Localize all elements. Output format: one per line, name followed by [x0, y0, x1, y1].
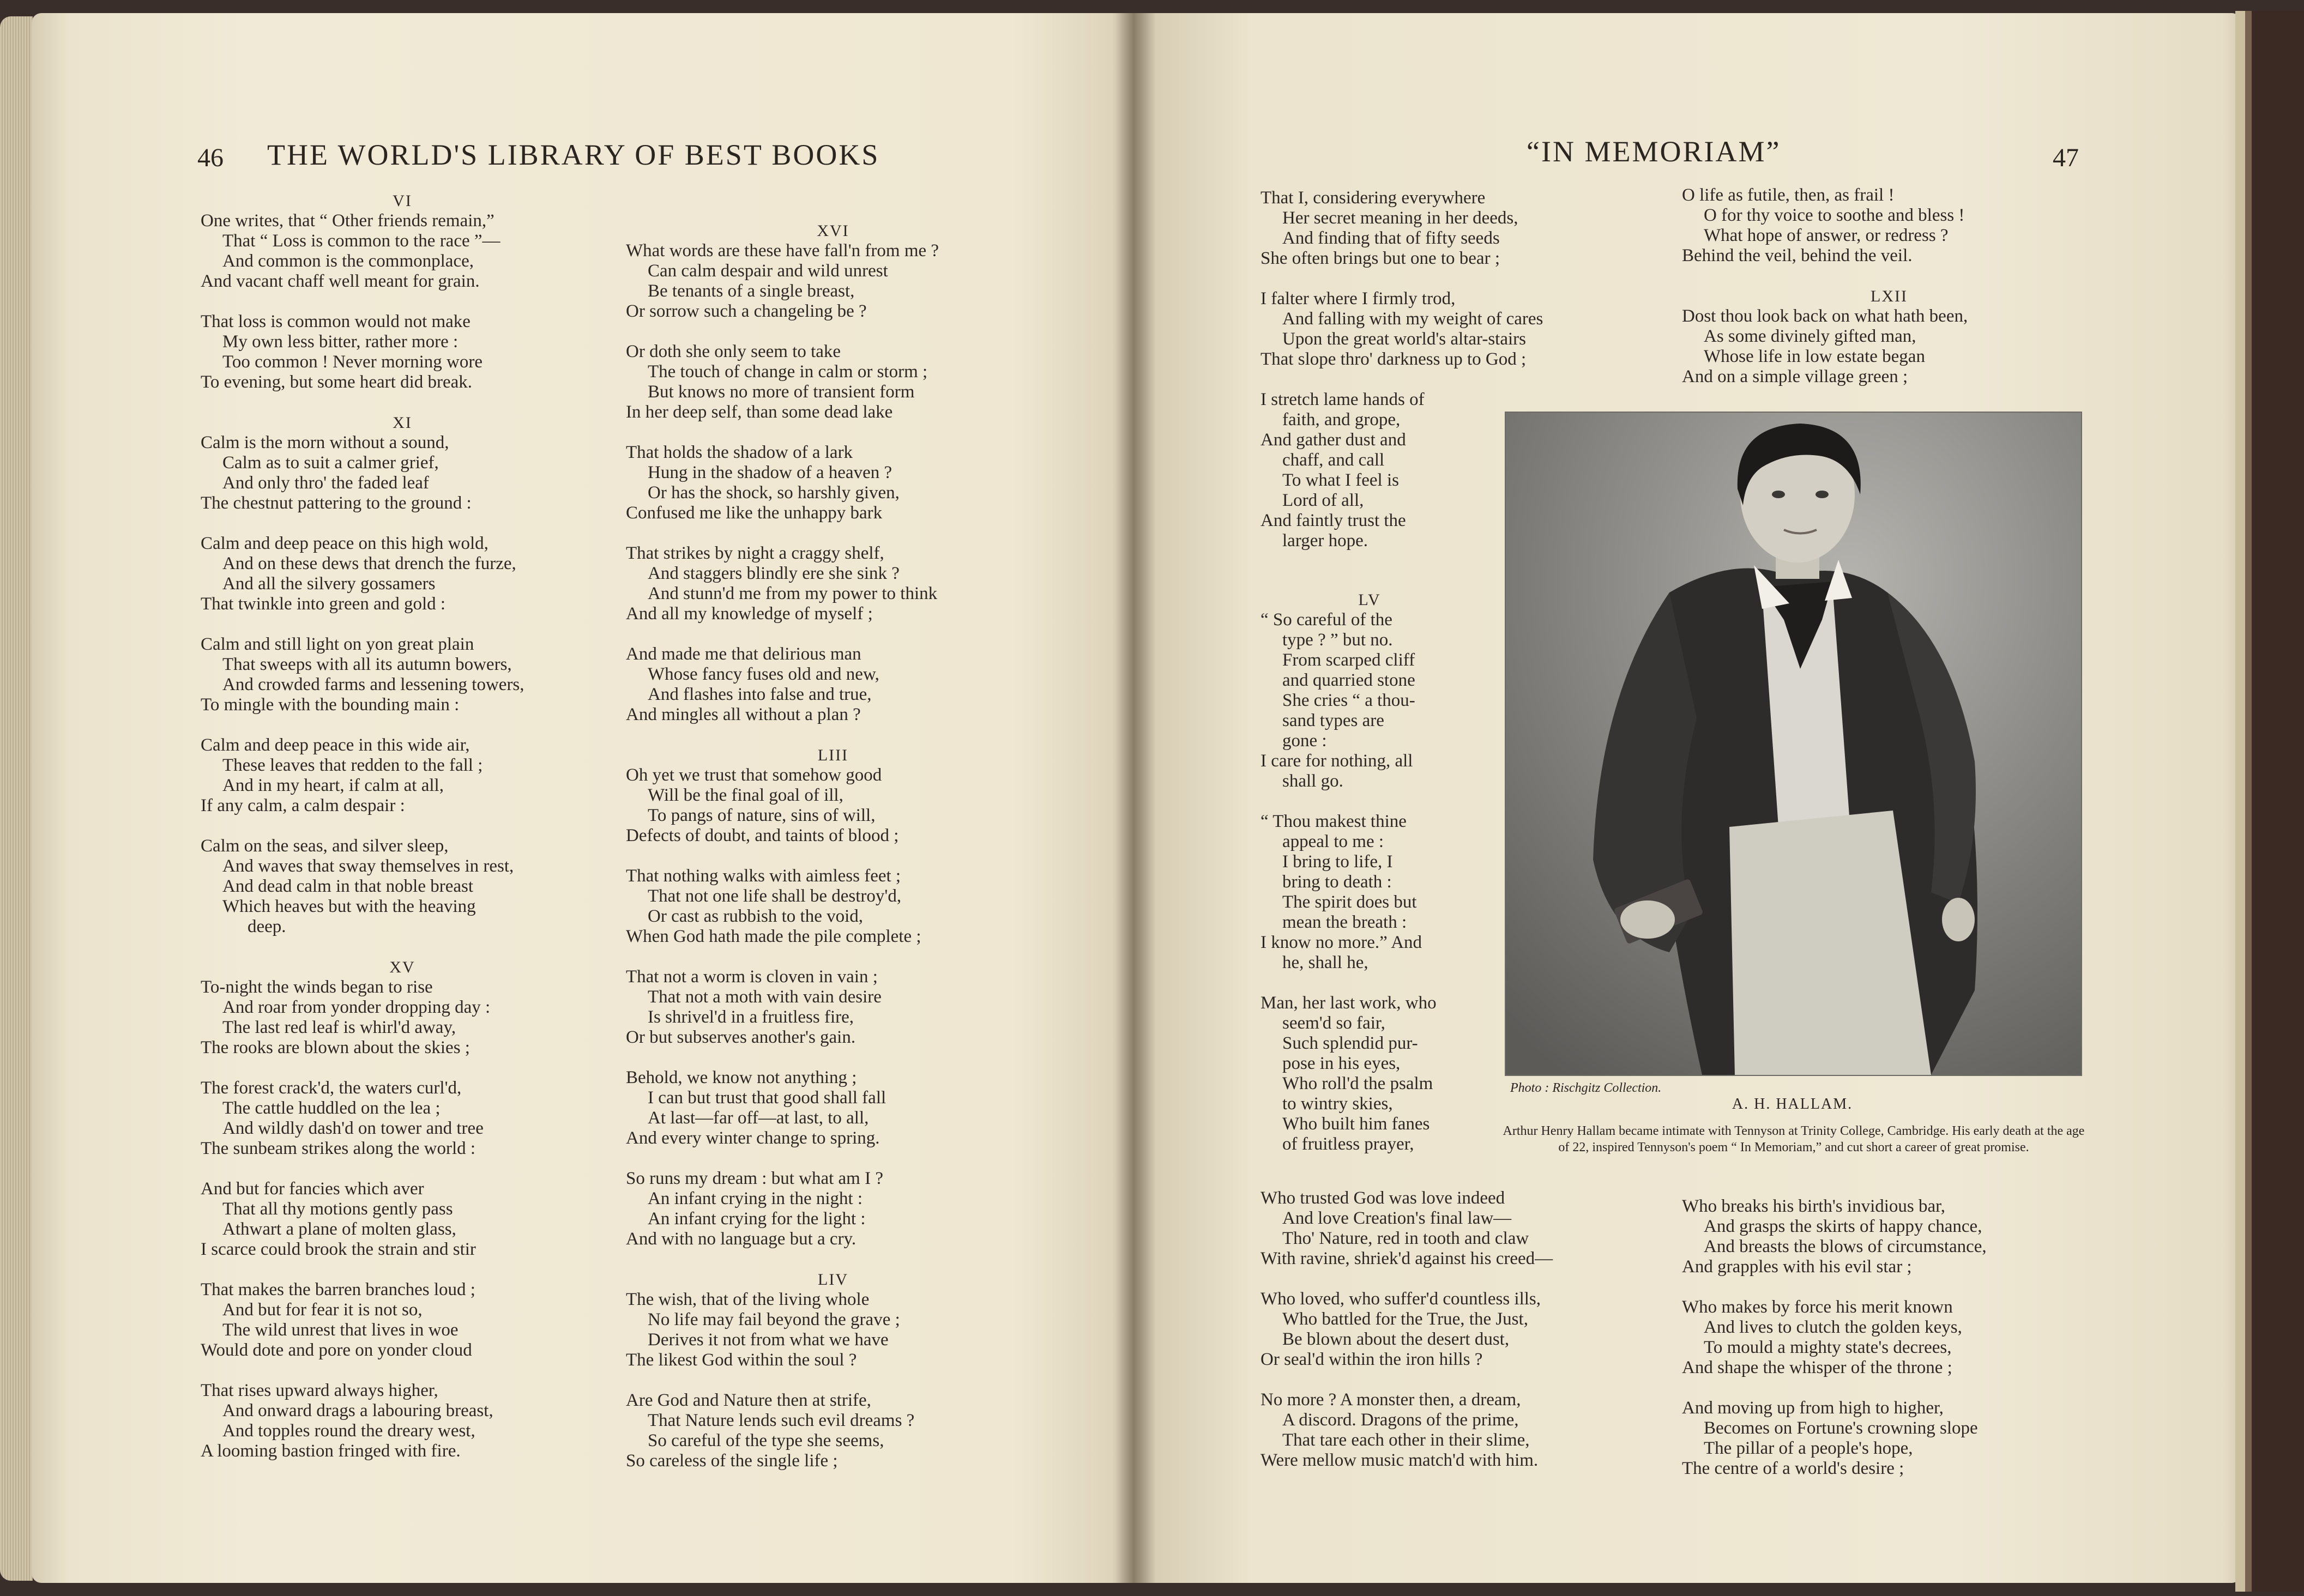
verse-line: Were mellow music match'd with him. [1260, 1450, 1539, 1470]
verse-line: That makes the barren branches loud ; [201, 1280, 475, 1299]
stanza [201, 1381, 604, 1461]
section-heading: LXII [1871, 287, 1908, 305]
verse-line: If any calm, a calm despair : [201, 796, 405, 815]
stanza [201, 312, 604, 392]
verse-line: And grapples with his evil star ; [1682, 1257, 1912, 1277]
stanza [201, 634, 604, 715]
verse-line: And common is the commonplace, [222, 251, 474, 271]
verse-line: Becomes on Fortune's crowning slope [1704, 1418, 1978, 1438]
verse-line: When God hath made the pile complete ; [626, 927, 921, 946]
verse-line: That “ Loss is common to the race ”— [222, 231, 500, 251]
stanza [201, 1179, 604, 1260]
verse-line: Lord of all, [1282, 491, 1364, 510]
verse-line: What words are these have fall'n from me ? [626, 241, 939, 261]
verse-line: And falling with my weight of cares [1282, 309, 1543, 329]
verse-line: That strikes by night a craggy shelf, [626, 543, 884, 563]
verse-line: Whose fancy fuses old and new, [648, 664, 879, 684]
verse-line: Behold, we know not anything ; [626, 1068, 857, 1087]
stanza [201, 957, 604, 1058]
verse-line: An infant crying in the night : [648, 1189, 863, 1208]
verse-line: Who trusted God was love indeed [1260, 1188, 1505, 1208]
verse-line: Who loved, who suffer'd countless ills, [1260, 1289, 1541, 1309]
right-page-number: 47 [2053, 143, 2079, 172]
right-column-2-top [1682, 185, 2096, 407]
book-edge-left [0, 16, 33, 1581]
verse-line: Who battled for the True, the Just, [1282, 1309, 1528, 1329]
stanza [201, 735, 604, 816]
verse-line: Behind the veil, behind the veil. [1682, 246, 1913, 265]
verse-line: O for thy voice to soothe and bless ! [1704, 205, 1965, 225]
verse-line: A discord. Dragons of the prime, [1282, 1410, 1519, 1430]
section-heading: LV [1358, 591, 1381, 609]
verse-line: To mould a mighty state's decrees, [1704, 1338, 1952, 1357]
verse-line: No more ? A monster then, a dream, [1260, 1390, 1521, 1410]
stanza [1260, 1390, 1675, 1471]
verse-line: And lives to clutch the golden keys, [1704, 1317, 1962, 1337]
verse-line: That sweeps with all its autumn bowers, [222, 655, 512, 674]
verse-line: sand types are [1282, 711, 1384, 730]
verse-line: She cries “ a thou- [1282, 691, 1415, 710]
stanza [626, 866, 1040, 947]
stanza [1682, 1398, 2096, 1479]
verse-line: So runs my dream : but what am I ? [626, 1169, 883, 1188]
verse-line: larger hope. [1282, 531, 1368, 551]
verse-line: To-night the winds began to rise [201, 977, 433, 997]
verse-line: And dead calm in that noble breast [222, 876, 474, 896]
stanza [1260, 188, 1642, 269]
stanza [1682, 185, 2096, 266]
section-heading: LIV [818, 1271, 848, 1289]
verse-line: of fruitless prayer, [1282, 1134, 1414, 1154]
verse-line: O life as futile, then, as frail ! [1682, 185, 1895, 205]
right-column-2-bottom [1682, 1196, 2096, 1499]
verse-line: From scarped cliff [1282, 650, 1415, 670]
verse-line: And stunn'd me from my power to think [648, 584, 938, 603]
verse-line: That loss is common would not make [201, 312, 471, 331]
verse-line: As some divinely gifted man, [1704, 327, 1916, 346]
verse-line: That I, considering everywhere [1260, 188, 1486, 208]
verse-line: I scarce could brook the strain and stir [201, 1240, 476, 1259]
verse-line: and quarried stone [1282, 670, 1415, 690]
verse-line: And faintly trust the [1260, 511, 1406, 530]
verse-line: To what I feel is [1282, 470, 1399, 490]
hallam-portrait [1505, 412, 2082, 1076]
verse-line: That slope thro' darkness up to God ; [1260, 349, 1527, 369]
verse-line: And crowded farms and lessening towers, [222, 675, 524, 694]
verse-line: Who makes by force his merit known [1682, 1297, 1953, 1317]
verse-line: An infant crying for the light : [648, 1209, 866, 1229]
verse-line: She often brings but one to bear ; [1260, 249, 1500, 268]
verse-line: That holds the shadow of a lark [626, 443, 853, 462]
stanza [201, 534, 604, 614]
verse-line: The forest crack'd, the waters curl'd, [201, 1078, 462, 1098]
verse-line: So careless of the single life ; [626, 1451, 838, 1471]
verse-line: Who breaks his birth's invidious bar, [1682, 1196, 1946, 1216]
stanza [1260, 1289, 1675, 1370]
verse-line: Calm as to suit a calmer grief, [222, 453, 439, 473]
verse-line: So careful of the type she seems, [648, 1431, 884, 1450]
verse-line: And mingles all without a plan ? [626, 705, 861, 724]
verse-line: That Nature lends such evil dreams ? [648, 1411, 915, 1430]
verse-line: But knows no more of transient form [648, 382, 915, 402]
verse-line: Upon the great world's altar-stairs [1282, 329, 1526, 349]
stanza [201, 1078, 604, 1159]
verse-line: I falter where I firmly trod, [1260, 289, 1456, 309]
verse-line: Or seal'd within the iron hills ? [1260, 1350, 1483, 1369]
verse-line: Hung in the shadow of a heaven ? [648, 463, 892, 482]
verse-line: And roar from yonder dropping day : [222, 998, 491, 1017]
verse-line: Calm is the morn without a sound, [201, 433, 449, 452]
verse-line: That all thy motions gently pass [222, 1199, 453, 1219]
figure-caption: Arthur Henry Hallam became intimate with Tennyson at Trinity College, Cambridge. His early death at the age of 22, inspired Tennyson's poem “ In Memoriam,” and cut short a career of great promise. [1503, 1124, 2085, 1154]
verse-line: Confused me like the unhappy bark [626, 503, 883, 523]
stanza [626, 221, 1040, 322]
stanza [1682, 1297, 2096, 1378]
verse-line: I bring to life, I [1282, 852, 1393, 872]
stanza [1260, 812, 1479, 973]
left-page-number: 46 [197, 143, 224, 172]
verse-line: Can calm despair and wild unrest [648, 261, 888, 281]
portrait-illustration [1506, 413, 2081, 1075]
stanza [1260, 993, 1479, 1154]
stanza [626, 1169, 1040, 1249]
verse-line: Oh yet we trust that somehow good [626, 765, 882, 785]
left-column-2 [626, 221, 1040, 1491]
verse-line: Or has the shock, so harshly given, [648, 483, 900, 503]
verse-line: Calm and still light on yon great plain [201, 634, 474, 654]
verse-line: The cattle huddled on the lea ; [222, 1098, 441, 1118]
stanza [201, 191, 604, 292]
verse-line: The rooks are blown about the skies ; [201, 1038, 470, 1057]
verse-line: The pillar of a people's hope, [1704, 1438, 1913, 1458]
verse-line: Will be the final goal of ill, [648, 785, 843, 805]
verse-line: And vacant chaff well meant for grain. [201, 271, 480, 291]
verse-line: Such splendid pur- [1282, 1033, 1418, 1053]
verse-line: To mingle with the bounding main : [201, 695, 460, 715]
verse-line: Which heaves but with the heaving [222, 897, 476, 916]
stanza [1260, 590, 1479, 791]
verse-line: What hope of answer, or redress ? [1704, 226, 1949, 245]
verse-line: That not a worm is cloven in vain ; [626, 967, 878, 987]
verse-line: Athwart a plane of molten glass, [222, 1219, 456, 1239]
verse-line: The wild unrest that lives in woe [222, 1320, 459, 1340]
verse-line: These leaves that redden to the fall ; [222, 755, 483, 775]
verse-line: The sunbeam strikes along the world : [201, 1139, 476, 1158]
verse-line: faith, and grope, [1282, 410, 1401, 430]
stanza [626, 543, 1040, 624]
stanza [1682, 286, 2096, 387]
stanza [626, 644, 1040, 725]
stanza [1682, 1196, 2096, 1277]
verse-line: Tho' Nature, red in tooth and claw [1282, 1229, 1529, 1248]
right-running-head: “IN MEMORIAM” [1527, 135, 1781, 168]
verse-line: A looming bastion fringed with fire. [201, 1441, 461, 1461]
verse-line: To evening, but some heart did break. [201, 372, 473, 392]
left-running-head: THE WORLD'S LIBRARY OF BEST BOOKS [267, 138, 880, 171]
verse-line: deep. [248, 917, 286, 936]
verse-line: And but for fancies which aver [201, 1179, 424, 1199]
verse-line: Are God and Nature then at strife, [626, 1391, 871, 1410]
book-spine-shadow [1112, 13, 1156, 1583]
figure-title: A. H. HALLAM. [1732, 1096, 1853, 1113]
verse-line: And shape the whisper of the throne ; [1682, 1358, 1952, 1377]
verse-line: My own less bitter, rather more : [222, 332, 459, 352]
verse-line: And all my knowledge of myself ; [626, 604, 873, 624]
verse-line: gone : [1282, 731, 1327, 751]
verse-line: And breasts the blows of circumstance, [1704, 1237, 1987, 1256]
section-heading: VI [393, 192, 412, 210]
verse-line: Would dote and pore on yonder cloud [201, 1340, 472, 1360]
verse-line: And waves that sway themselves in rest, [222, 856, 514, 876]
book-edge-right [2235, 11, 2304, 1592]
verse-line: The wish, that of the living whole [626, 1290, 870, 1309]
verse-line: And on a simple village green ; [1682, 367, 1908, 386]
verse-line: Calm and deep peace in this wide air, [201, 735, 470, 755]
verse-line: And staggers blindly ere she sink ? [648, 564, 900, 583]
verse-line: And onward drags a labouring breast, [222, 1401, 493, 1420]
verse-line: I can but trust that good shall fall [648, 1088, 886, 1108]
stanza [626, 1269, 1040, 1370]
verse-line: I know no more.” And [1260, 933, 1422, 952]
verse-line: That rises upward always higher, [201, 1381, 438, 1400]
verse-line: And moving up from high to higher, [1682, 1398, 1944, 1418]
verse-line: That not one life shall be destroy'd, [648, 886, 902, 906]
verse-line: And finding that of fifty seeds [1282, 228, 1500, 248]
verse-line: chaff, and call [1282, 450, 1385, 470]
left-column-1 [201, 191, 604, 1482]
verse-line: Calm on the seas, and silver sleep, [201, 836, 449, 856]
verse-line: That twinkle into green and gold : [201, 594, 446, 614]
verse-line: The touch of change in calm or storm ; [648, 362, 928, 382]
verse-line: Who built him fanes [1282, 1114, 1430, 1134]
verse-line: And flashes into false and true, [648, 685, 872, 704]
verse-line: And love Creation's final law— [1282, 1208, 1512, 1228]
stanza [626, 967, 1040, 1048]
verse-line: And gather dust and [1260, 430, 1406, 450]
verse-line: The spirit does but [1282, 892, 1417, 912]
verse-line: Calm and deep peace on this high wold, [201, 534, 488, 553]
verse-line: to wintry skies, [1282, 1094, 1393, 1114]
right-column-lv [1260, 590, 1479, 1175]
verse-line: Her secret meaning in her deeds, [1282, 208, 1518, 228]
verse-line: And in my heart, if calm at all, [222, 776, 444, 795]
verse-line: With ravine, shriek'd against his creed— [1260, 1249, 1553, 1268]
verse-line: bring to death : [1282, 872, 1392, 892]
verse-line: That nothing walks with aimless feet ; [626, 866, 901, 886]
right-column-1-bottom [1260, 1188, 1675, 1491]
section-heading: LIII [817, 746, 849, 764]
verse-line: type ? ” but no. [1282, 630, 1393, 650]
verse-line: That not a moth with vain desire [648, 987, 882, 1007]
verse-line: Whose life in low estate began [1704, 347, 1925, 366]
verse-line: And every winter change to spring. [626, 1128, 880, 1148]
verse-line: And but for fear it is not so, [222, 1300, 423, 1320]
verse-line: The chestnut pattering to the ground : [201, 493, 472, 513]
stanza [201, 836, 604, 937]
verse-line: Be tenants of a single breast, [648, 281, 855, 301]
verse-line: In her deep self, than some dead lake [626, 402, 893, 422]
verse-line: Or doth she only seem to take [626, 342, 841, 361]
verse-line: And made me that delirious man [626, 644, 861, 664]
stanza [1260, 289, 1642, 370]
verse-line: Or but subserves another's gain. [626, 1027, 856, 1047]
verse-line: Dost thou look back on what hath been, [1682, 306, 1968, 326]
verse-line: No life may fail beyond the grave ; [648, 1310, 900, 1329]
stanza [201, 1280, 604, 1361]
verse-line: shall go. [1282, 771, 1343, 791]
verse-line: I stretch lame hands of [1260, 390, 1425, 409]
verse-line: he, shall he, [1282, 953, 1368, 972]
verse-line: seem'd so fair, [1282, 1013, 1385, 1033]
stanza [626, 1391, 1040, 1471]
verse-line: And with no language but a cry. [626, 1229, 857, 1249]
verse-line: And on these dews that drench the furze, [222, 554, 516, 573]
verse-line: And grasps the skirts of happy chance, [1704, 1217, 1982, 1236]
stanza [626, 443, 1040, 523]
verse-line: And only thro' the faded leaf [222, 473, 429, 493]
verse-line: And all the silvery gossamers [222, 574, 436, 594]
verse-line: The last red leaf is whirl'd away, [222, 1018, 456, 1037]
verse-line: Or sorrow such a changeling be ? [626, 301, 867, 321]
figure-credit: Photo : Rischgitz Collection. [1510, 1081, 1662, 1095]
verse-line: Or cast as rubbish to the void, [648, 906, 864, 926]
verse-line: “ Thou makest thine [1260, 812, 1407, 831]
stanza [1260, 1188, 1675, 1269]
verse-line: I care for nothing, all [1260, 751, 1413, 771]
verse-line: Too common ! Never morning wore [222, 352, 482, 372]
section-heading: XVI [817, 222, 849, 240]
verse-line: At last—far off—at last, to all, [648, 1108, 869, 1128]
verse-line: pose in his eyes, [1282, 1054, 1401, 1073]
verse-line: To pangs of nature, sins of will, [648, 806, 876, 825]
stanza [626, 1068, 1040, 1148]
verse-line: One writes, that “ Other friends remain,” [201, 211, 494, 231]
section-heading: XV [389, 958, 415, 976]
verse-line: Is shrivel'd in a fruitless fire, [648, 1007, 854, 1027]
stanza [626, 745, 1040, 846]
verse-line: appeal to me : [1282, 832, 1384, 851]
verse-line: And wildly dash'd on tower and tree [222, 1119, 484, 1138]
verse-line: Derives it not from what we have [648, 1330, 889, 1350]
verse-line: And topples round the dreary west, [222, 1421, 475, 1441]
verse-line: The centre of a world's desire ; [1682, 1459, 1904, 1478]
verse-line: mean the breath : [1282, 912, 1407, 932]
verse-line: Who roll'd the psalm [1282, 1074, 1433, 1093]
verse-line: Defects of doubt, and taints of blood ; [626, 826, 899, 845]
verse-line: Man, her last work, who [1260, 993, 1437, 1013]
verse-line: “ So careful of the [1260, 610, 1392, 630]
verse-line: Be blown about the desert dust, [1282, 1329, 1510, 1349]
verse-line: That tare each other in their slime, [1282, 1430, 1530, 1450]
stanza [201, 413, 604, 513]
section-heading: XI [393, 414, 412, 432]
stanza [626, 342, 1040, 422]
verse-line: The likest God within the soul ? [626, 1350, 857, 1370]
